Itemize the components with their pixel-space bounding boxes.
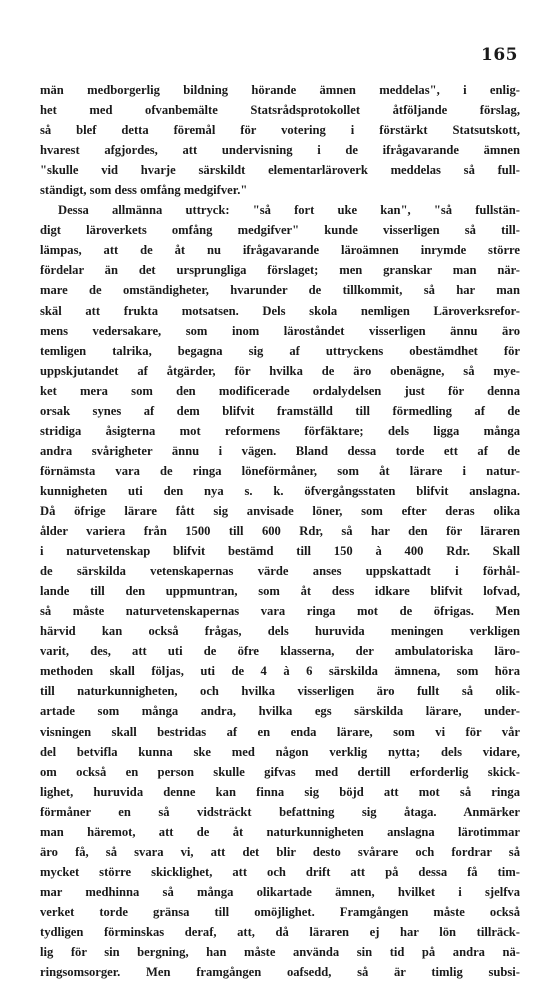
text-line: ständigt, som dess omfång medgifver." <box>40 183 248 198</box>
text-line: lighet, huruvida denne kan finna sig böjd att mot så ringa <box>40 784 520 799</box>
text-line: så blef detta föremål för votering i förstärkt Statsutskott, <box>40 123 520 138</box>
text-line: mens vedersakare, som inom läroståndet visserligen ännu äro <box>40 323 520 338</box>
text-line: mycket större skicklighet, att och drift att på dessa få tim- <box>40 864 520 879</box>
text-line: till naturkunnigheten, och hvilka visserligen äro fullt så olik- <box>40 684 520 699</box>
text-line: tydligen förminskas deraf, att, då läraren ej har lön tillräck- <box>40 924 520 939</box>
text-line: andra svårigheter ännu i vägen. Bland dessa torde ett af de <box>40 443 520 458</box>
text-line: methoden skall följas, uti de 4 à 6 särskilda ämnena, som höra <box>40 664 520 679</box>
text-line: orsak synes af dem blifvit framställd till förmedling af de <box>40 403 520 418</box>
text-line: man häremot, att de åt naturkunnigheten anslagna lärotimmar <box>40 824 520 839</box>
text-line: mar medhinna så många olikartade ämnen, hvilket i sjelfva <box>40 884 520 899</box>
text-line: män medborgerlig bildning hörande ämnen meddelas", i enlig- <box>40 83 520 97</box>
text-line: temligen talrika, begagna sig af uttryckens obestämdhet för <box>40 343 520 358</box>
text-line: Då öfrige lärare fått sig anvisade löner, som efter deras olika <box>40 503 520 518</box>
text-line: lande till den uppmuntran, som åt dess idkare blifvit lofvad, <box>40 584 520 599</box>
text-line: fördelar än det ursprungliga förslaget; men granskar man när- <box>40 263 520 278</box>
text-line: förnämsta vara de ringa löneförmåner, som åt lärare i natur- <box>40 463 520 478</box>
text-line: lämpas, att de åt nu ifrågavarande läroämnen inrymde större <box>40 243 520 258</box>
text-line: skäl att frukta motsatsen. Dels skola nemligen Läroverksrefor- <box>40 303 520 318</box>
text-line: ket mera som den modificerade ordalydelsen just för denna <box>40 383 520 398</box>
text-line: hvarest afgjordes, att undervisning i de ifrågavarande ämnen <box>40 143 520 158</box>
text-line: visningen skall bestridas af en enda lärare, som vi för vår <box>40 724 520 739</box>
text-line: kunnigheten uti den nya s. k. öfvergångsstaten blifvit anslagna. <box>40 483 520 498</box>
text-line: varit, des, att uti de öfre klasserna, der ambulatoriska läro- <box>40 644 520 659</box>
text-line: i naturvetenskap blifvit bestämd till 150 à 400 Rdr. Skall <box>40 544 520 559</box>
text-line: "skulle vid hvarje särskildt elementarläroverk meddelas så full- <box>40 163 520 178</box>
text-line: äro få, så svara vi, att det blir desto svårare och fordrar så <box>40 844 520 859</box>
text-line: ålder variera från 1500 till 600 Rdr, så har den för läraren <box>40 524 520 539</box>
text-line: mare de omständigheter, hvarunder de tillkommit, så har man <box>40 283 520 298</box>
text-line: artade som många andra, hvilka egs särskilda lärare, under- <box>40 704 520 719</box>
text-line: de särskilda vetenskapernas värde anses uppskattadt i förhål- <box>40 564 520 579</box>
text-line: ringsomsorger. Men framgången oafsedd, så är timlig subsi- <box>40 965 520 980</box>
text-line: så måste naturvetenskapernas vara ringa mot de öfrigas. Men <box>40 604 520 619</box>
text-line: uppskjutandet af åtgärder, för hvilka de äro obenägne, så mye- <box>40 363 520 378</box>
text-line: härvid kan också frågas, dels huruvida meningen verkligen <box>40 624 520 639</box>
text-line: lig för sin bergning, han måste använda sin tid på andra nä- <box>40 945 520 960</box>
text-line: het med ofvanbemälte Statsrådsprotokollet åtföljande förslag, <box>40 103 520 118</box>
body-text <box>40 80 520 982</box>
text-line: digt läroverkets omfång medgifver" kunde visserligen så till- <box>40 223 520 238</box>
text-line: verket torde gränsa till omöjlighet. Framgången måste också <box>40 904 520 919</box>
text-line: om också en person skulle gifvas med dertill erforderlig skick- <box>40 764 520 779</box>
page-number: 165 <box>481 45 518 65</box>
text-line: del betvifla kunna ske med någon verklig nytta; dels vidare, <box>40 744 520 759</box>
text-line: stridiga åsigterna mot reformens förfäktare; dels ligga många <box>40 423 520 438</box>
text-line: Dessa allmänna uttryck: "så fort uke kan", "så fullstän- <box>58 203 520 218</box>
text-line: förmåner en så vidsträckt befattning sig åtaga. Anmärker <box>40 804 520 819</box>
